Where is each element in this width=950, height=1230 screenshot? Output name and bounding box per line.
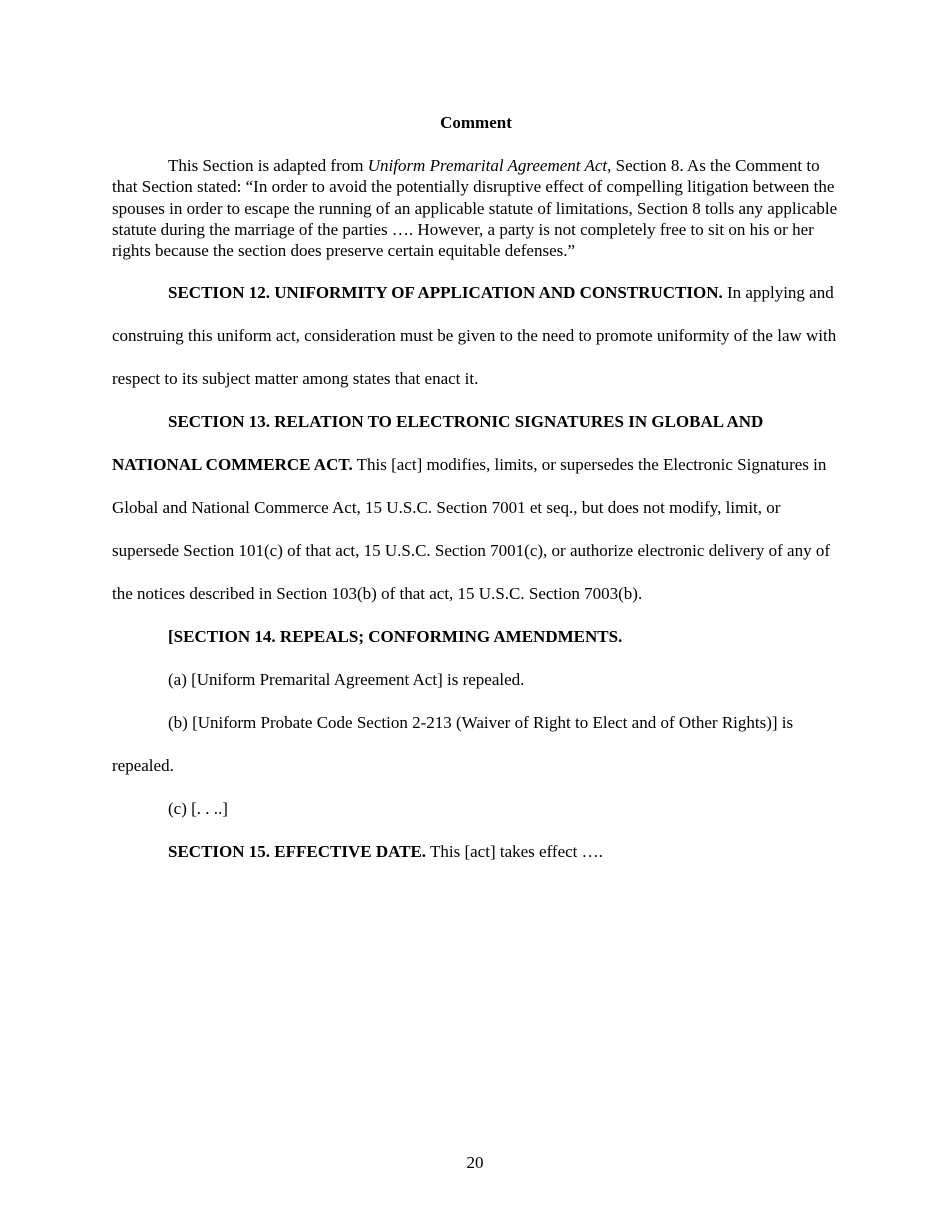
section-13-text: This [act] modifies, limits, or supersedes the Electronic Signatures in Global and National Commerce Act, 15 U.S.C. Section 7001 et seq., but does not modify, limit, or supersede Section 101(c) of that act, 15 U.S.C. Section 7001(c), or authorize electronic delivery of any of the notices described in Section 103(b) of that act, 15 U.S.C. Section 7003(b).: [112, 455, 831, 604]
section-14-item-c: (c) [. . ..]: [168, 799, 228, 819]
comment-act-title: Uniform Premarital Agreement Act: [367, 156, 608, 175]
section-15: [112, 830, 840, 873]
section-12-heading: SECTION 12. UNIFORMITY OF APPLICATION AND CONSTRUCTION.: [168, 283, 723, 303]
comment-heading: Comment: [440, 113, 512, 132]
document-page: [112, 112, 840, 873]
section-14-heading: [SECTION 14. REPEALS; CONFORMING AMENDMENTS.: [168, 627, 623, 647]
section-15-text: This [act] takes effect ….: [426, 842, 603, 862]
section-13-heading: SECTION 13. RELATION TO ELECTRONIC SIGNATURES IN GLOBAL AND NATIONAL COMMERCE ACT.: [112, 412, 764, 475]
section-12: [112, 271, 840, 400]
comment-paragraph: [112, 155, 840, 261]
comment-text-lead: This Section is adapted from: [168, 156, 368, 175]
section-15-heading: SECTION 15. EFFECTIVE DATE.: [168, 842, 427, 862]
section-14-item-b: (b) [Uniform Probate Code Section 2-213 (Waiver of Right to Elect and of Other Rights)] is repealed.: [112, 713, 794, 776]
comment-text-rest: , Section 8. As the Comment to that Section stated: “In order to avoid the potentially disruptive effect of compelling litigation between the spouses in order to escape the running of an applicable statute of limitations, Section 8 tolls any applicable statute during the marriage of the parties …. However, a party is not completely free to sit on his or her rights because the section does preserve certain equitable defenses.”: [112, 156, 838, 261]
page-number: 20: [466, 1153, 484, 1172]
section-14-item-a: (a) [Uniform Premarital Agreement Act] is repealed.: [168, 670, 525, 690]
section-12-text: In applying and construing this uniform act, consideration must be given to the need to promote uniformity of the law with respect to its subject matter among states that enact it.: [112, 283, 837, 389]
section-13: [112, 400, 840, 615]
